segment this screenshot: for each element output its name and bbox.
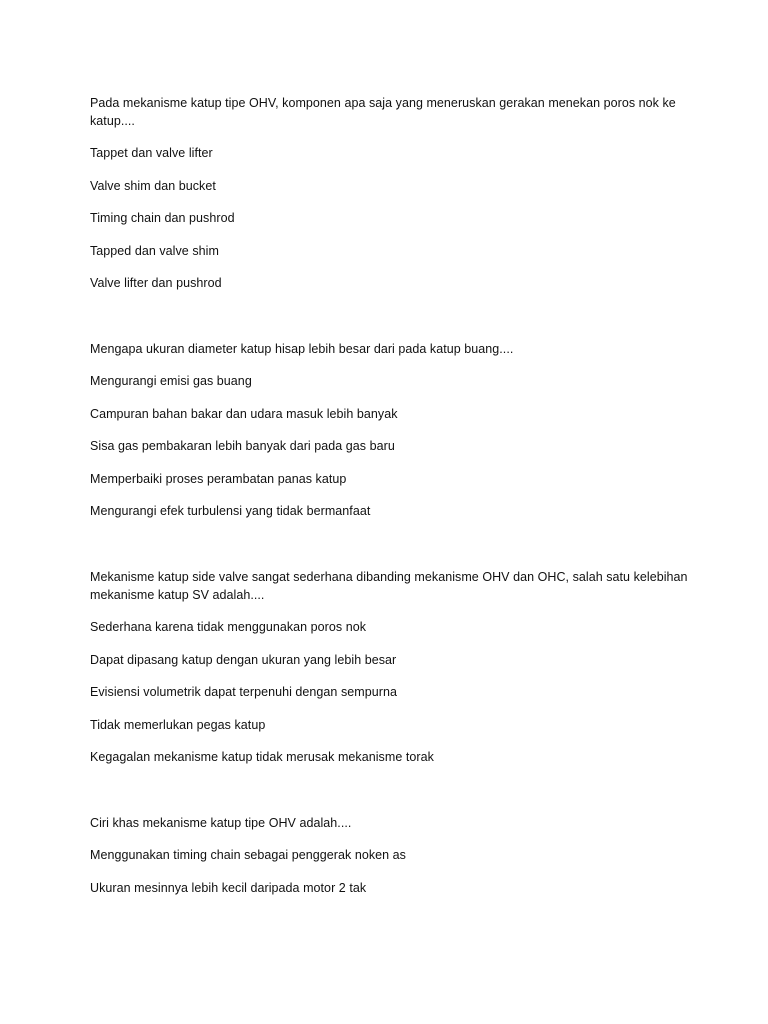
answer-option: Menggunakan timing chain sebagai penggerak noken as xyxy=(90,847,406,862)
answer-option: Mengurangi emisi gas buang xyxy=(90,373,252,388)
answer-option: Valve lifter dan pushrod xyxy=(90,276,222,291)
question-text: Ciri khas mekanisme katup tipe OHV adalah.... xyxy=(90,815,352,830)
answer-option: Dapat dipasang katup dengan ukuran yang lebih besar xyxy=(90,652,397,667)
question-block-4 xyxy=(90,814,690,897)
answer-option: Ukuran mesinnya lebih kecil daripada motor 2 tak xyxy=(90,880,367,895)
answer-option: Timing chain dan pushrod xyxy=(90,211,235,226)
question-block-2 xyxy=(90,340,690,520)
question-block-3 xyxy=(90,568,690,766)
question-text: Mekanisme katup side valve sangat sederhana dibanding mekanisme OHV dan OHC, salah satu kelebihan mekanisme katup SV adalah.... xyxy=(90,569,688,602)
spacer xyxy=(90,535,690,568)
answer-option: Tappet dan valve lifter xyxy=(90,146,213,160)
answer-option: Tidak memerlukan pegas katup xyxy=(90,717,266,732)
answer-option: Memperbaiki proses perambatan panas katup xyxy=(90,471,347,486)
question-block-1 xyxy=(90,94,690,292)
answer-option: Sederhana karena tidak menggunakan poros nok xyxy=(90,619,367,634)
question-text: Mengapa ukuran diameter katup hisap lebih besar dari pada katup buang.... xyxy=(90,341,514,356)
spacer xyxy=(90,781,690,814)
answer-option: Campuran bahan bakar dan udara masuk lebih banyak xyxy=(90,406,398,421)
answer-option: Kegagalan mekanisme katup tidak merusak mekanisme torak xyxy=(90,750,434,765)
answer-option: Mengurangi efek turbulensi yang tidak bermanfaat xyxy=(90,504,371,519)
answer-option: Tapped dan valve shim xyxy=(90,243,219,258)
question-text: Pada mekanisme katup tipe OHV, komponen apa saja yang meneruskan gerakan menekan poros nok ke katup.... xyxy=(90,96,676,128)
answer-option: Sisa gas pembakaran lebih banyak dari pada gas baru xyxy=(90,439,395,454)
document-page xyxy=(90,94,690,911)
answer-option: Valve shim dan bucket xyxy=(90,178,216,193)
answer-option: Evisiensi volumetrik dapat terpenuhi dengan sempurna xyxy=(90,685,397,700)
spacer xyxy=(90,307,690,340)
